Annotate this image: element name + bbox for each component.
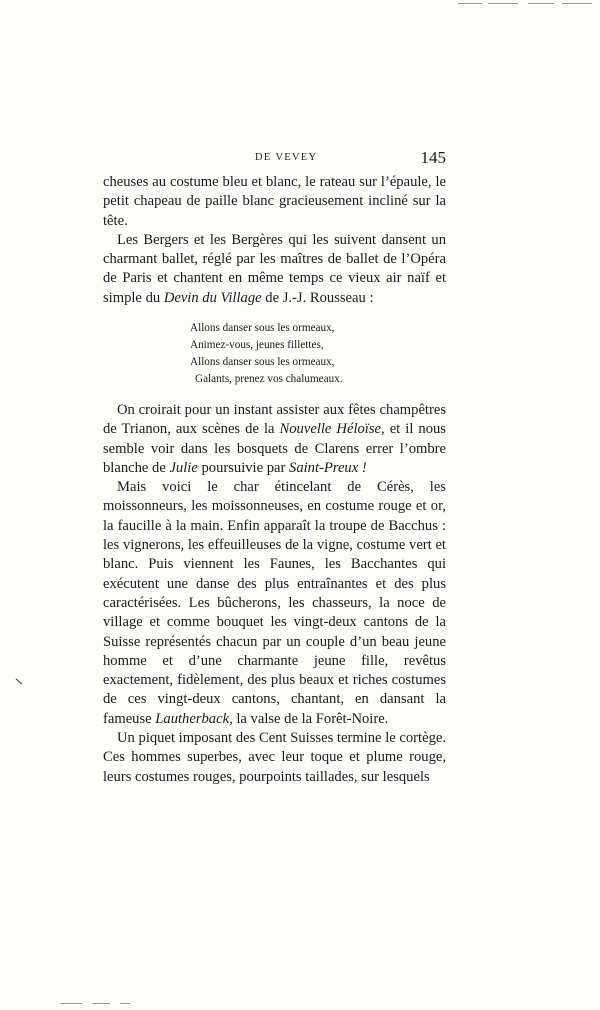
italic-title: Lautherback <box>155 710 230 727</box>
margin-mark <box>16 679 23 685</box>
italic-title: Nouvelle Héloïse <box>279 421 382 438</box>
paragraph-bergers <box>103 231 446 308</box>
paragraph-text: Les Bergers et les Bergères qui les suivent dansent un charmant ballet, réglé par les maîtres de ballet de l’Opéra de Paris et chantent en même temps ce vieux air naïf et simple du <box>103 231 446 306</box>
running-title: DE VEVEY <box>255 152 318 163</box>
verse-line: Animez-vous, jeunes fillettes, <box>190 339 324 351</box>
italic-name: Saint-Preux ! <box>289 459 367 476</box>
verse-line: Allons danser sous les ormeaux, <box>190 322 335 334</box>
paragraph-text: poursuivie par <box>197 459 290 476</box>
paragraph-text: On croirait pour un instant assister aux fêtes champêtres de Trianon, aux scènes de la <box>103 402 446 438</box>
top-edge-mark <box>562 3 592 4</box>
paragraph-text: , et il nous semble voir dans les bosquets de Clarens errer l’ombre blanche de <box>103 421 446 476</box>
verse-quote <box>190 320 343 388</box>
bottom-edge-mark <box>120 1003 130 1004</box>
verse-line: Galants, prenez vos chalumeaux. <box>195 373 343 385</box>
text-block-top <box>103 173 446 308</box>
paragraph-text: , la valse de la Forêt-Noire. <box>229 710 389 727</box>
verse-line: Allons danser sous les ormeaux, <box>190 356 335 368</box>
top-edge-mark <box>458 3 482 4</box>
paragraph-trianon <box>103 401 446 478</box>
top-edge-mark <box>488 3 518 4</box>
bottom-edge-mark <box>92 1003 110 1004</box>
page-number: 145 <box>420 148 446 167</box>
text-block-bottom <box>103 401 446 787</box>
running-head <box>103 148 446 170</box>
paragraph-ceres <box>103 478 446 729</box>
top-edge-mark <box>528 3 554 4</box>
paragraph-text: Mais voici le char étincelant de Cérès, les moissonneurs, les moissonneuses, en costume rouge et or, la faucille à la main. Enfin apparaît la troupe de Bacchus : les vignerons, les effeuilleuses de la vigne, costume vert et blanc. Puis viennent les Faunes, les Bacchantes qui exécutent une danse des plus entraînantes et des plus caractérisées. Les bûcherons, les chasseurs, la noce de village et comme bouquet les vingt-deux cantons de la Suisse représentés chacun par un couple d’un beau jeune homme et d’une charmante jeune fille, revêtus exactement, fidèlement, des plus beaux et riches costumes de ces vingt-deux cantons, chantant, en dansant la fameuse <box>103 479 446 727</box>
paragraph-suisses: Un piquet imposant des Cent Suisses termine le cortège. Ces hommes superbes, avec leur toque et plume rouge, leurs costumes rouges, pourpoints taillades, sur lesquels <box>103 730 446 785</box>
bottom-edge-mark <box>60 1003 82 1004</box>
italic-name: Julie <box>169 459 198 476</box>
paragraph-continuation: cheuses au costume bleu et blanc, le rateau sur l’épaule, le petit chapeau de paille blanc gracieusement incliné sur la tête. <box>103 174 446 229</box>
italic-title: Devin du Village <box>163 289 262 306</box>
paragraph-text: de J.-J. Rousseau : <box>261 289 374 306</box>
